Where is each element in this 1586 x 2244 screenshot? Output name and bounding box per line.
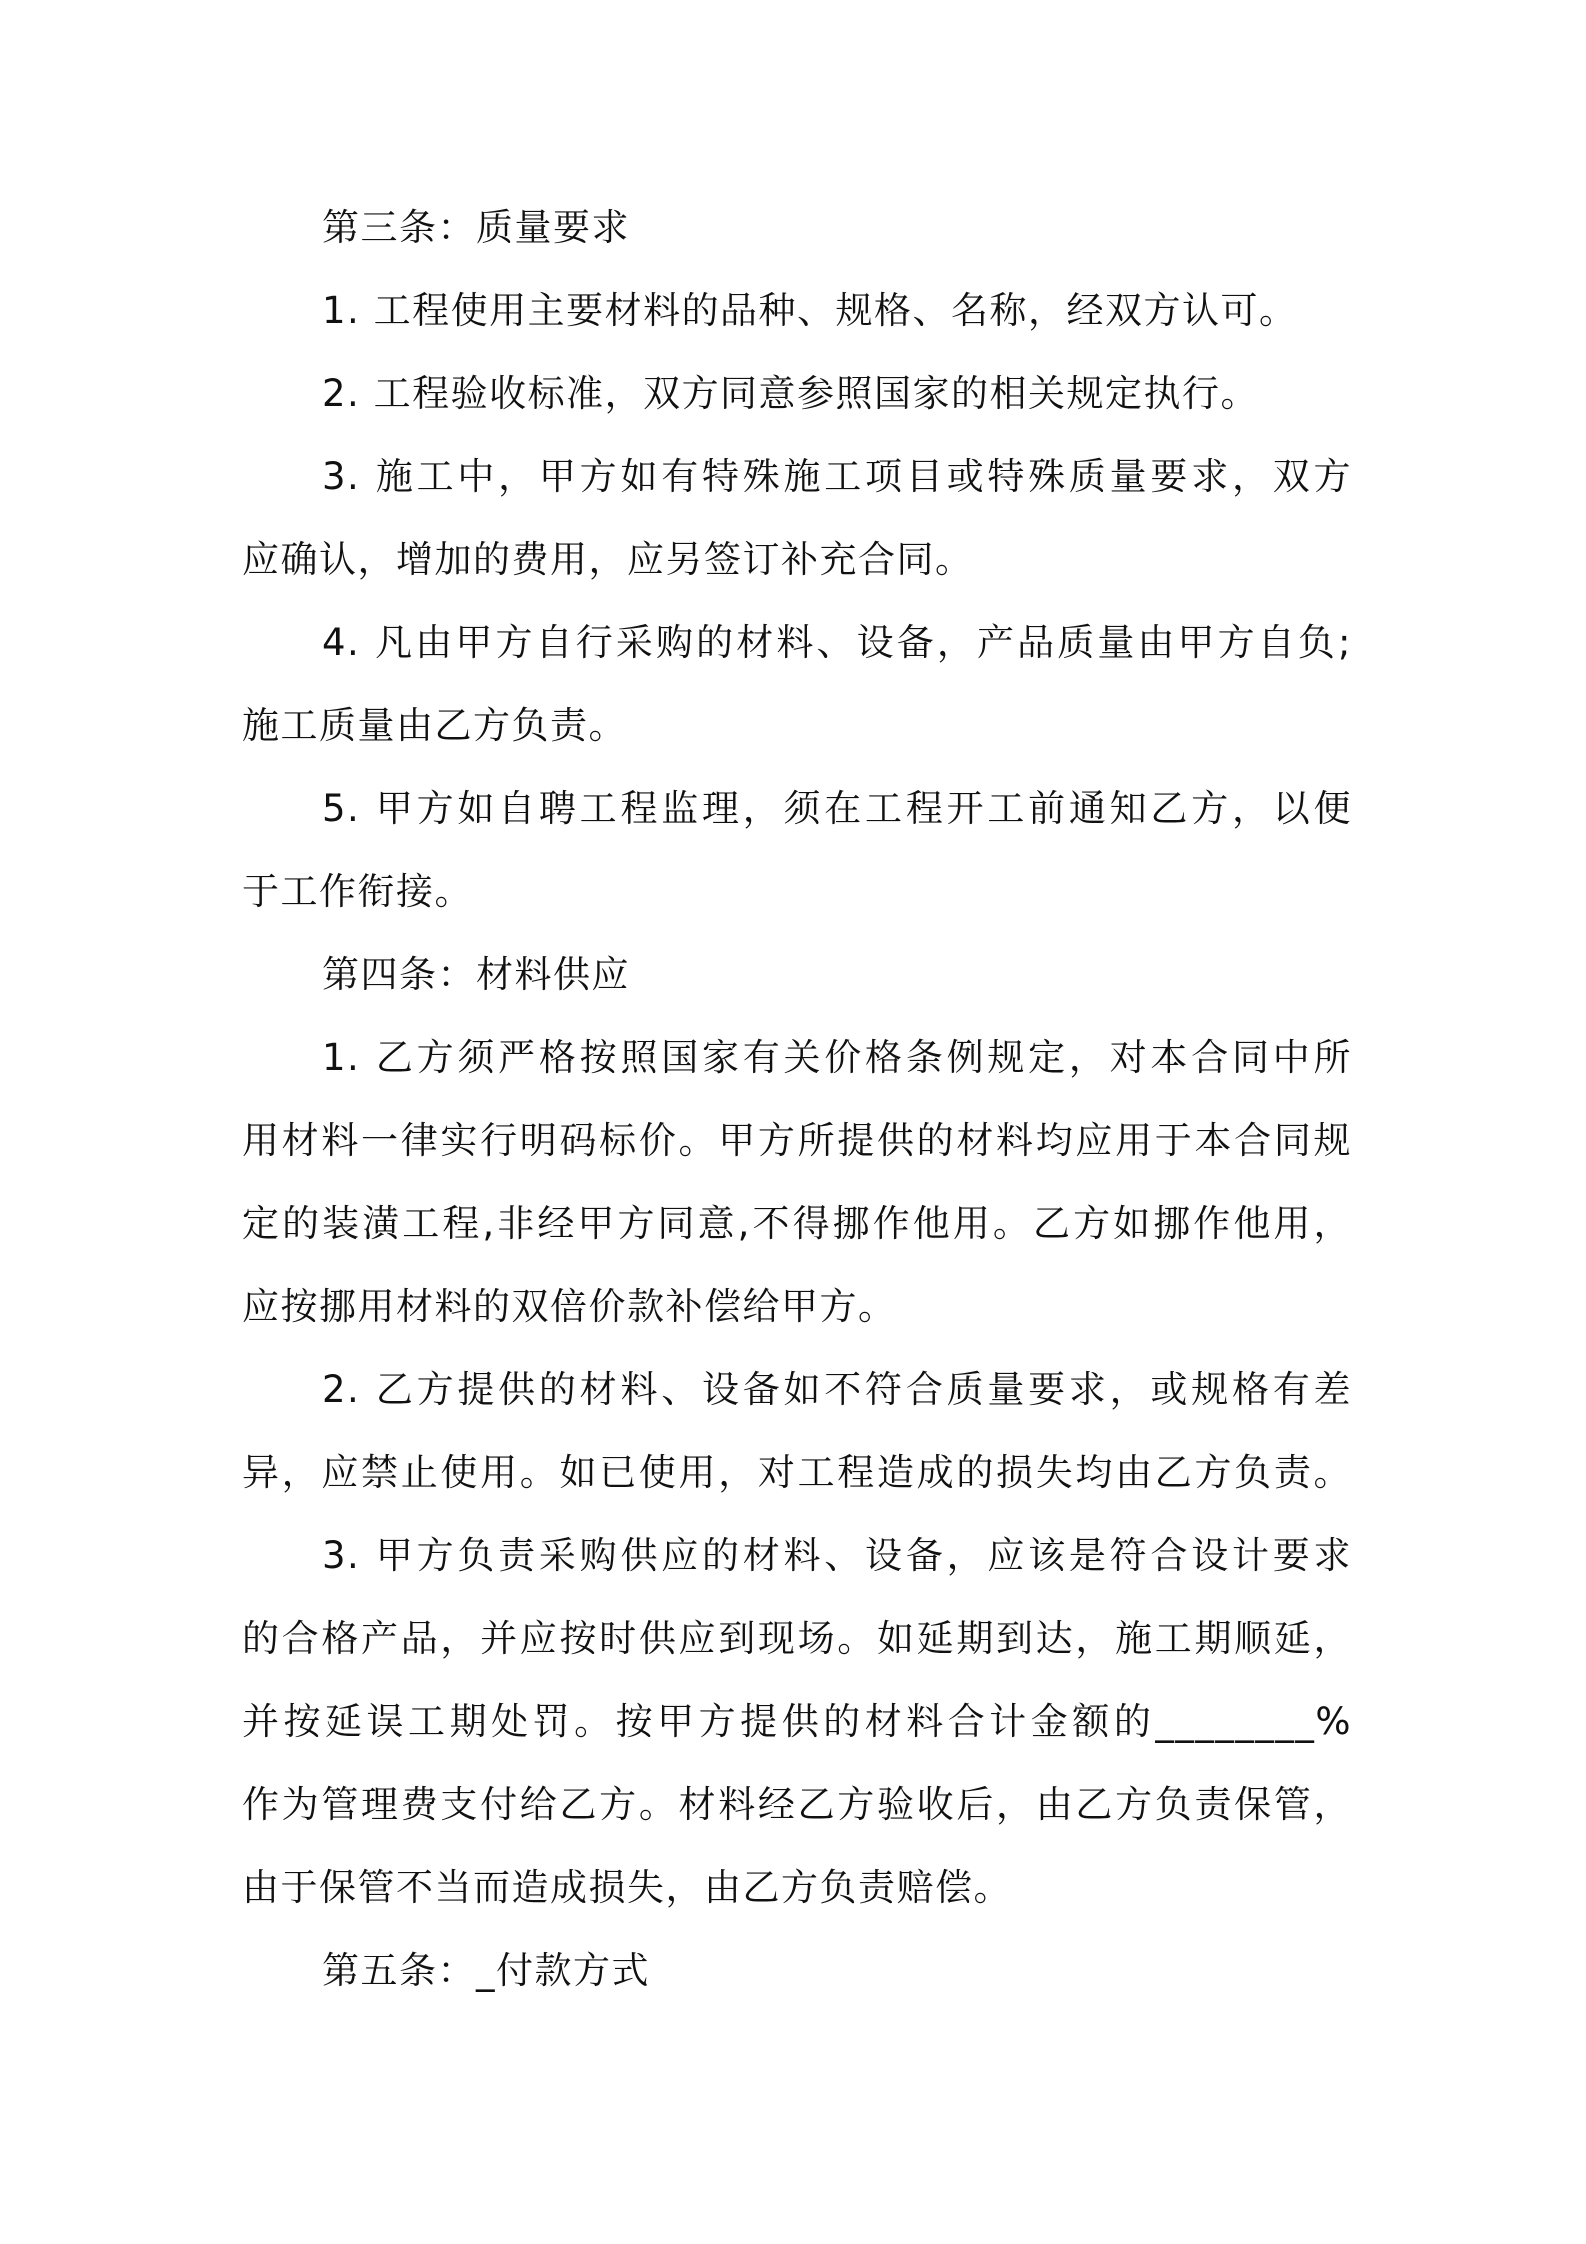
article4-item1-line2: 用材料一律实行明码标价。甲方所提供的材料均应用于本合同规 xyxy=(242,1119,1352,1162)
article4-heading: 第四条：材料供应 xyxy=(322,953,630,996)
article3-item3-line2: 应确认，增加的费用，应另签订补充合同。 xyxy=(242,538,974,581)
article3-item4-line1: 4. 凡由甲方自行采购的材料、设备，产品质量由甲方自负; xyxy=(322,621,1352,664)
article4-item3-line1: 3. 甲方负责采购供应的材料、设备，应该是符合设计要求 xyxy=(322,1534,1352,1577)
article3-item3-line1: 3. 施工中，甲方如有特殊施工项目或特殊质量要求，双方 xyxy=(322,455,1352,498)
article4-item1-line3: 定的装潢工程,非经甲方同意,不得挪作他用。乙方如挪作他用， xyxy=(242,1202,1352,1245)
article5-heading: 第五条：_付款方式 xyxy=(322,1949,650,1992)
article3-item1: 1. 工程使用主要材料的品种、规格、名称，经双方认可。 xyxy=(322,289,1298,332)
article4-item3-line3: 并按延误工期处罚。按甲方提供的材料合计金额的________% xyxy=(242,1700,1352,1743)
article3-item5-line2: 于工作衔接。 xyxy=(242,870,473,913)
article4-item2-line2: 异，应禁止使用。如已使用，对工程造成的损失均由乙方负责。 xyxy=(242,1451,1352,1494)
article4-item3-line2: 的合格产品，并应按时供应到现场。如延期到达，施工期顺延， xyxy=(242,1617,1352,1660)
article4-item1-line1: 1. 乙方须严格按照国家有关价格条例规定，对本合同中所 xyxy=(322,1036,1352,1079)
article4-item2-line1: 2. 乙方提供的材料、设备如不符合质量要求，或规格有差 xyxy=(322,1368,1352,1411)
article4-item3-line5: 由于保管不当而造成损失，由乙方负责赔偿。 xyxy=(242,1866,1012,1909)
article3-heading: 第三条：质量要求 xyxy=(322,206,630,249)
article4-item3-line4: 作为管理费支付给乙方。材料经乙方验收后，由乙方负责保管， xyxy=(242,1783,1352,1826)
article4-item1-line4: 应按挪用材料的双倍价款补偿给甲方。 xyxy=(242,1285,897,1328)
article3-item4-line2: 施工质量由乙方负责。 xyxy=(242,704,627,747)
article3-item5-line1: 5. 甲方如自聘工程监理，须在工程开工前通知乙方，以便 xyxy=(322,787,1352,830)
article3-item2: 2. 工程验收标准，双方同意参照国家的相关规定执行。 xyxy=(322,372,1260,415)
